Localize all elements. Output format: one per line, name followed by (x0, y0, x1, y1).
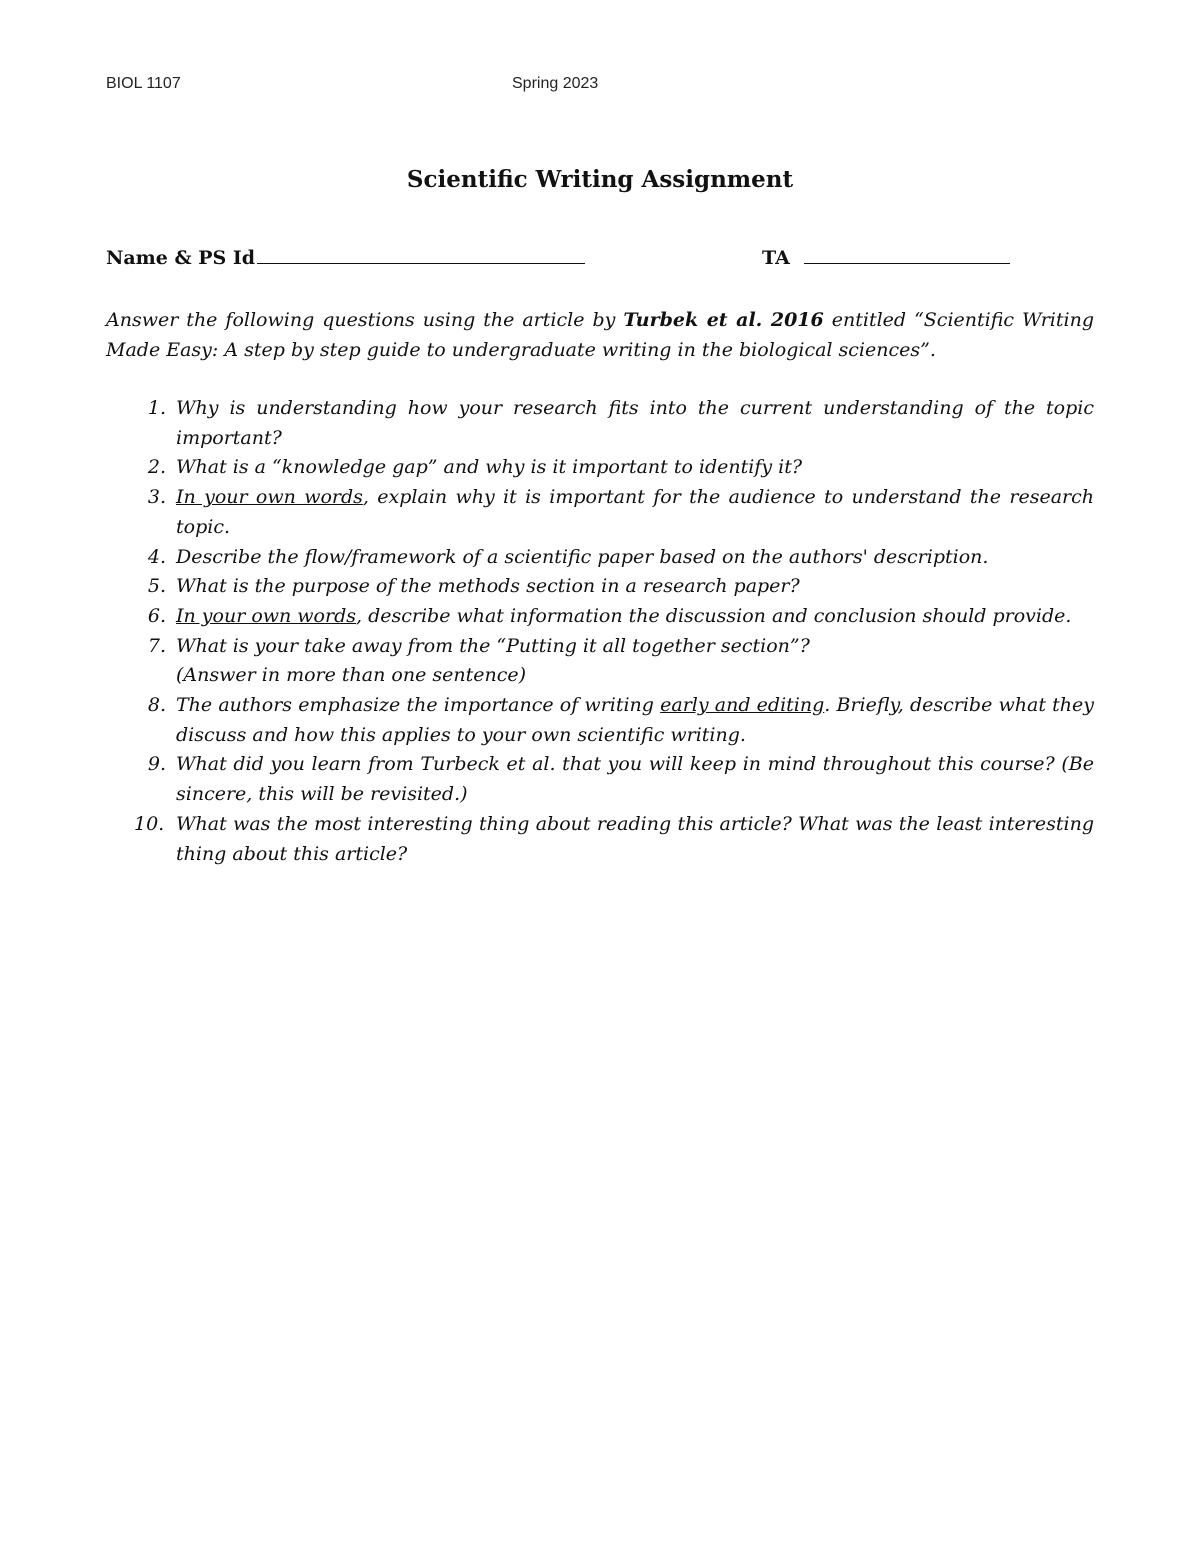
question-item (106, 453, 1094, 483)
name-field (106, 247, 585, 269)
term: Spring 2023 (512, 75, 599, 92)
question-text: What did you learn from Turbeck et al. that you will keep in mind throughout this course? (Be sincere, this will be revisited.) (176, 753, 1094, 806)
question-item (106, 602, 1094, 632)
question-number: 5. (147, 575, 166, 598)
question-number: 6. (147, 604, 166, 627)
question-item (106, 483, 1094, 542)
question-text: What is the purpose of the methods section in a research paper? (176, 575, 800, 598)
question-item (106, 750, 1094, 809)
intro-authors: Turbek et al. 2016 (623, 309, 824, 331)
question-number: 9. (147, 753, 166, 776)
question-text: What is a “knowledge gap” and why is it important to identify it? (176, 456, 803, 479)
question-item (106, 572, 1094, 602)
question-text: What was the most interesting thing about reading this article? What was the least interesting thing about this article? (176, 812, 1094, 865)
question-list (106, 394, 1094, 869)
question-item (106, 691, 1094, 750)
name-label: Name & PS Id (106, 247, 256, 269)
question-text-pre: The authors emphasize the importance of writing (176, 694, 661, 717)
intro-text-1: Answer the following questions using the article by (106, 309, 624, 331)
question-text: Describe the flow/framework of a scientific paper based on the authors' description. (176, 545, 989, 568)
question-item (106, 394, 1094, 453)
question-number: 10. (134, 812, 165, 835)
question-emphasis: early and editing (660, 694, 825, 717)
question-number: 2. (147, 456, 166, 479)
question-text: What is your take away from the “Putting it all together section”? (176, 634, 810, 657)
question-number: 3. (147, 486, 166, 509)
question-item (106, 543, 1094, 573)
question-text: . Briefly, describe what they discuss and how this applies to your own scientific writing. (176, 694, 1094, 746)
question-item (106, 632, 1094, 691)
question-emphasis: In your own words (176, 486, 363, 509)
question-emphasis: In your own words (176, 604, 356, 627)
question-text: , describe what information the discussion and conclusion should provide. (356, 604, 1072, 627)
intro-text-2: entitled “Scientific Writing Made Easy: A step by step guide to undergraduate writing in the biological sciences”. (106, 309, 1094, 361)
instructions (106, 305, 1094, 365)
course-code: BIOL 1107 (106, 75, 181, 92)
question-note: (Answer in more than one sentence) (176, 664, 527, 687)
name-blank-line[interactable] (257, 249, 585, 264)
question-number: 4. (147, 545, 166, 568)
page-title: Scientific Writing Assignment (406, 166, 794, 193)
ta-field (762, 247, 1010, 269)
question-number: 1. (147, 397, 166, 419)
question-text: , explain why it is important for the audience to understand the research topic. (176, 486, 1094, 538)
question-item (106, 810, 1094, 869)
question-number: 7. (147, 634, 166, 657)
ta-blank-line[interactable] (804, 249, 1010, 264)
question-number: 8. (147, 694, 166, 717)
ta-label: TA (762, 247, 790, 269)
question-text: Why is understanding how your research fits into the current understanding of the topic important? (176, 397, 1094, 449)
